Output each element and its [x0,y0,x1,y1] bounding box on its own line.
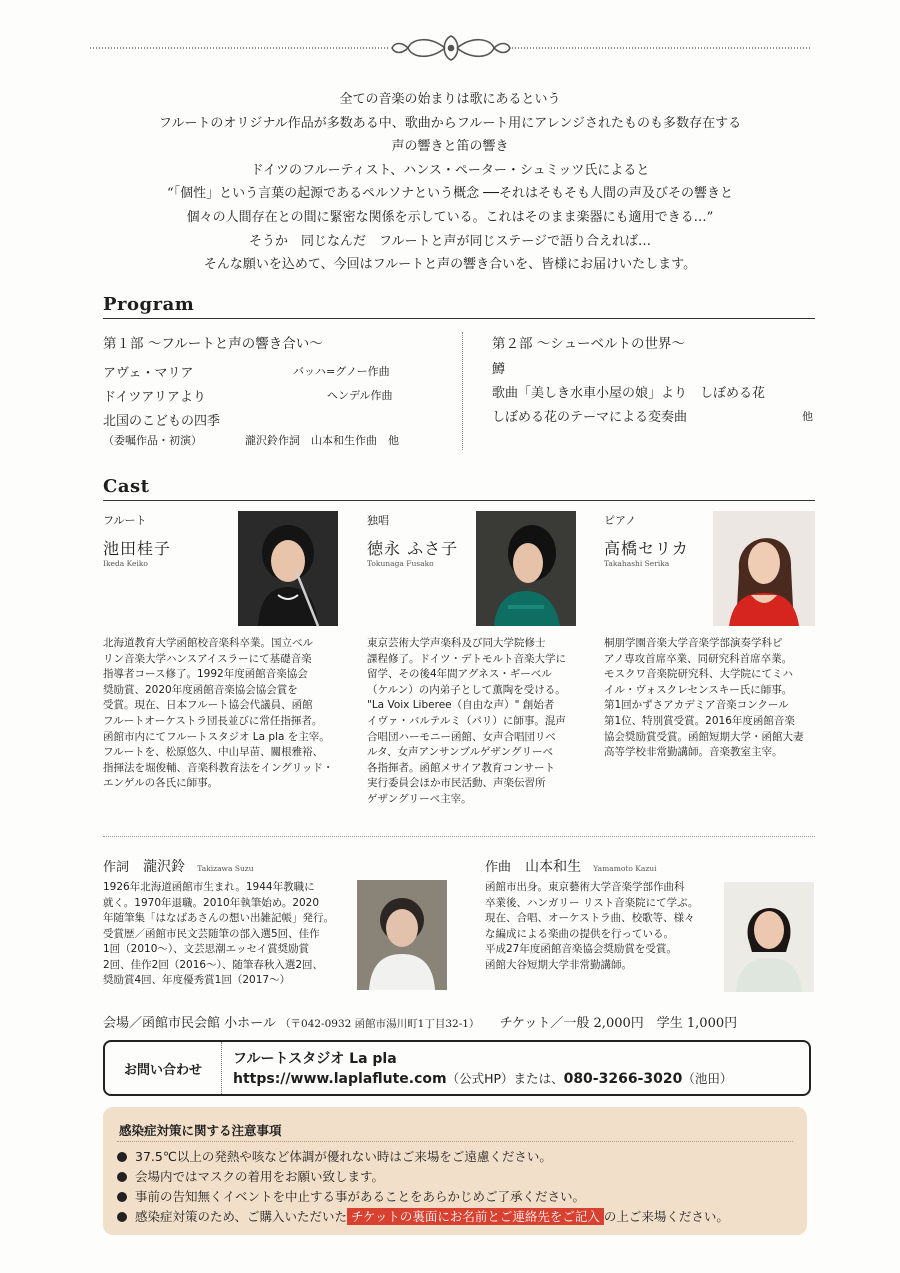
venue-line [103,1012,815,1031]
bio-line: 平成27年度函館音楽協会奨励賞を受賞。 [485,943,677,955]
bio-line: 函館大谷短期大学非常勤講師。 [485,958,632,971]
bio-line: 1926年北海道函館市生まれ。1944年教職に [103,881,315,893]
intro-line: 声の響きと笛の響き [391,139,509,155]
bullet-icon [117,1212,127,1222]
cast-photo-ikeda [238,511,338,626]
bio-line: 協会奨励賞受賞。函館短期大学・函館大妻 [604,730,804,743]
notice-divider [117,1141,793,1142]
contact-organization: フルートスタジオ La pla [233,1051,397,1067]
venue-label: 会場／函館市民会館 小ホール [103,1016,276,1031]
notice-item-text: 事前の告知無くイベントを中止する事があることをあらかじめご了承ください。 [135,1189,586,1204]
bio-line: 東京芸術大学声楽科及び同大学院修士 [367,637,546,649]
bio-line: 各指揮者。函館メサイア教育コンサート [367,761,555,774]
bio-line: な編成による楽曲の提供を行っている。 [485,927,674,940]
notice-item [117,1207,729,1225]
cast-roman-name: Takahashi Serika [604,559,670,568]
program-column-divider [462,332,463,450]
creator-heading [485,856,657,876]
creator-bio [103,880,334,989]
cast-name: 池田桂子 [103,539,172,558]
bio-line: エンゲルの各氏に師事。 [103,777,219,790]
contact-mid: （公式HP）または、 [446,1071,564,1086]
notice-item-text: 感染症対策のため、ご購入いただいた [135,1209,348,1224]
bio-line: 奨励賞4回、年度優秀賞1回（2017～） [103,974,291,986]
part1-item-title: ドイツアリアより [103,390,206,405]
contact-label: お問い合わせ [105,1042,222,1094]
cast-photo-tokunaga [476,511,576,626]
part1-item-title: アヴェ・マリア [103,366,194,381]
notice-highlight: チケットの裏面にお名前とご連絡先をご記入 [347,1208,604,1225]
bio-line: 指揮法を堀俊輔、音楽科教育法をイングリッド・ [103,761,334,774]
intro-line: “「個性」という言葉の起源であるペルソナという概念 ──それはそもそも人間の声及びその響きと [167,186,733,202]
bio-line: （ケルン）の内弟子として薫陶を受ける。 [367,683,566,696]
creator-roman-name: Takizawa Suzu [197,864,254,873]
bio-line: 第1位、特別賞受賞。2016年度函館音楽 [604,714,795,727]
bio-line: ゲザングリーベ主宰。 [367,792,472,805]
part1-item-title: 北国のこどもの四季 [103,414,221,429]
bullet-icon [117,1172,127,1182]
intro-line: そんな願いを込めて、今回はフルートと声の響き合いを、皆様にお届けいたします。 [203,257,697,273]
notice-title: 感染症対策に関する注意事項 [119,1123,282,1138]
bio-line: 函館市内にてフルートスタジオ La pla を主宰。 [103,730,330,743]
part1-heading: 第１部 ～フルートと声の響き合い～ [103,336,323,352]
bio-line: フルートを、松原悠久、中山早苗、關根雅裕、 [103,746,324,759]
bullet-icon [117,1152,127,1162]
part1-note-credit: 瀧沢鈴作詞 山本和生作曲 他 [245,434,399,447]
contact-tail: （池田） [682,1071,733,1086]
creator-name: 山本和生 [525,859,582,875]
creator-roman-name: Yamamoto Kazui [593,864,657,873]
bio-line: 高等学校非常勤講師。音楽教室主宰。 [604,746,783,759]
part2-heading: 第２部 ～シューベルトの世界～ [492,336,686,352]
bio-line: 合唱団ハーモニー函館、女声合唱団リベ [367,730,556,743]
part2-item: 鱒 [492,362,506,377]
intro-text [100,88,800,277]
intro-line: そうか 同じなんだ フルートと声が同じステージで語り合えれば… [249,233,651,249]
notice-item-text: 37.5℃以上の発熱や咳など体調が優れない時はご来場をご遠慮ください。 [135,1149,552,1164]
bio-line: アノ専攻首席卒業、同研究科首席卒業。 [604,652,793,665]
cast-role: フルート [103,514,147,527]
program-part2 [492,328,815,458]
creators-divider [103,836,815,837]
notice-item [117,1167,384,1185]
creator-heading [103,856,254,876]
bio-line: 北海道教育大学函館校音楽科卒業。国立ベル [103,637,313,649]
program-rule [103,318,815,319]
creator-role: 作詞 [103,860,130,875]
bio-line: 函館市出身。東京藝術大学音楽学部作曲科 [485,881,685,893]
intro-line: ドイツのフルーティスト、ハンス・ペーター・シュミッツ氏によると [250,162,650,178]
creator-photo-yamamoto [724,882,814,992]
notice-item [117,1147,552,1165]
bio-line: 桐朋学園音楽大学音楽学部演奏学科ピ [604,637,783,649]
notice-item-text: 会場内ではマスクの着用をお願い致します。 [135,1169,385,1184]
bio-line: 受賞歴／函館市民文芸随筆の部入選5回、佳作 [103,927,320,940]
bullet-icon [117,1192,127,1202]
cast-bio [604,636,836,761]
contact-box [103,1040,811,1096]
ticket-info: チケット／一般 2,000円 学生 1,000円 [499,1016,738,1031]
cast-bio [367,636,599,808]
cast-roman-name: Ikeda Keiko [103,559,148,568]
bio-line: 留学、その後4年間アグネス・ギーベル [367,668,552,681]
cast-rule [103,500,815,501]
creator-photo-takizawa [357,880,447,990]
cast-bio [103,636,335,792]
part1-item-credit: バッハ=グノー作曲 [293,365,390,378]
contact-phone[interactable]: 080-3266-3020 [563,1071,683,1087]
bio-line: リン音楽大学ハンスアイスラーにて基礎音楽 [103,652,312,665]
bio-line: 現在、合唱、オーケストラ曲、校歌等、様々 [485,912,695,924]
bio-line: イヴァ・バルテルミ（パリ）に師事。混声 [367,714,566,727]
cast-photo-takahashi [713,511,815,626]
bio-line: 指導者コース修了。1992年度函館音楽協会 [103,668,308,681]
bio-line: 奨励賞、2020年度函館音楽協会協会賞を [103,683,298,696]
bio-line: イル・ヴォスクレセンスキー氏に師事。 [604,683,793,696]
bio-line: フルートオーケストラ団長並びに常任指揮者。 [103,714,323,727]
bio-line: 第1回かずさアカデミア音楽コンクール [604,699,789,712]
intro-line: 個々の人間存在との間に緊密な関係を示している。これはそのまま楽器にも適用できる…” [186,209,714,225]
creator-name: 瀧沢鈴 [143,859,186,875]
cast-role: 独唱 [367,514,389,527]
cast-title: Cast [103,476,150,497]
bio-line: 1回（2010～）、文芸思潮エッセイ賞奨励賞 [103,943,310,955]
bio-line: 就く。1970年退職。2010年執筆始め。2020 [103,896,320,909]
bio-line: 課程修了。ドイツ・デトモルト音楽大学に [367,652,566,665]
bio-line: 年随筆集「はなばあさんの想い出雑記帳」発行。 [103,912,334,924]
part1-item-credit: ヘンデル作曲 [327,389,393,402]
creator-role: 作曲 [485,860,512,875]
intro-line: 全ての音楽の始まりは歌にあるという [339,92,561,107]
bio-line: 2回、佳作2回（2016～）、随筆春秋入選2回、 [103,958,324,971]
bio-line: 実行委員会ほか市民活動、声楽伝習所 [367,777,546,790]
venue-address: （〒042-0932 函館市湯川町1丁目32-1） [280,1018,480,1030]
contact-line [233,1069,732,1087]
part2-item: 歌曲「美しき水車小屋の娘」より しぼめる花 [492,386,766,401]
bio-line: 受賞。現在、日本フルート協会代議員、函館 [103,699,313,712]
bio-line: モスクワ音楽院研究科、大学院にてミハ [604,668,793,681]
cast-name: 徳永 ふさ子 [367,539,459,558]
program-part1 [103,328,433,458]
bio-line: "La Voix Liberee（自由な声）" 創始者 [367,699,555,712]
cast-role: ピアノ [604,514,637,527]
ornament-divider [90,30,812,66]
cast-roman-name: Tokunaga Fusako [367,559,434,568]
notice-box [103,1107,807,1235]
intro-line: フルートのオリジナル作品が多数ある中、歌曲からフルート用にアレンジされたものも多数存在する [158,115,742,131]
creator-bio [485,880,698,973]
contact-url-link[interactable]: https://www.laplaflute.com [233,1071,447,1087]
part1-note: （委嘱作品・初演） [103,434,202,447]
cast-name: 高橋セリカ [604,539,689,558]
bio-line: 卒業後、ハンガリー リスト音楽院にて学ぶ。 [485,896,699,909]
bio-line: ルタ、女声アンサンブルゲザングリーベ [367,746,553,759]
part2-etc: 他 [802,410,813,423]
notice-item [117,1187,585,1205]
program-title: Program [103,294,195,315]
part2-item: しぼめる花のテーマによる変奏曲 [492,410,688,425]
notice-item-text: の上ご来場ください。 [603,1209,729,1224]
